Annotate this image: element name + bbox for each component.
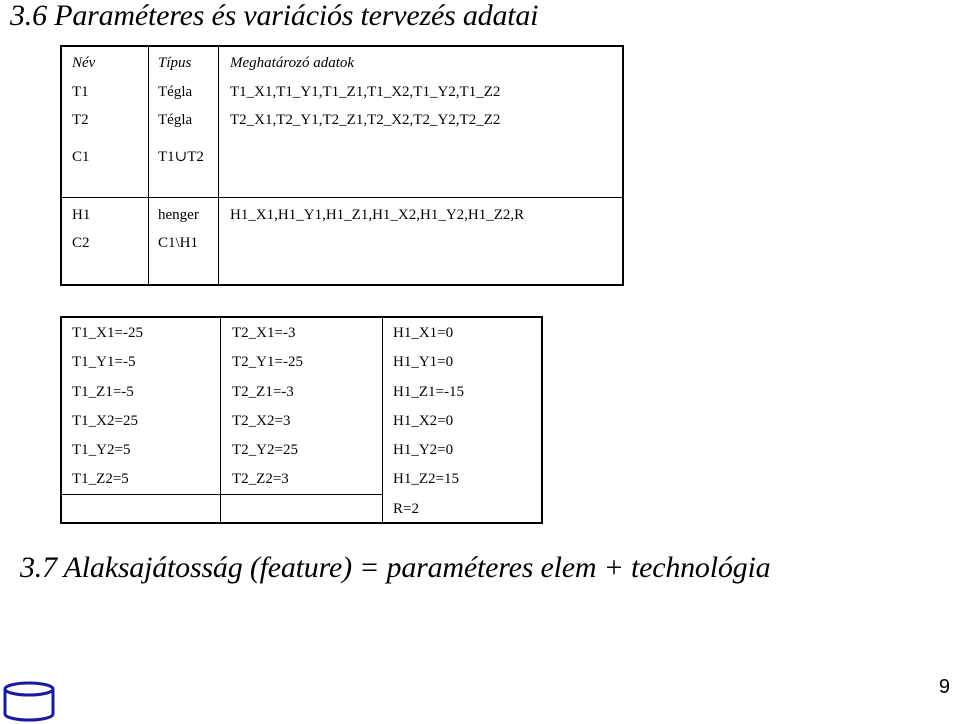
h1-value: H1_Y1=0 <box>393 354 454 370</box>
table-row <box>62 106 622 134</box>
column-divider <box>382 318 383 522</box>
table-row <box>62 143 622 171</box>
t2-value: T2_Z1=-3 <box>232 384 294 400</box>
t2-value: T2_Z2=3 <box>232 471 289 487</box>
table-row <box>62 229 622 257</box>
row-data: H1_X1,H1_Y1,H1_Z1,H1_X2,H1_Y2,H1_Z2,R <box>230 207 525 223</box>
row-type: C1\H1 <box>158 235 199 251</box>
parameter-values-table <box>60 316 543 524</box>
table-header-row <box>62 49 622 77</box>
t2-value: T2_X2=3 <box>232 413 291 429</box>
t1-value: T1_Y2=5 <box>72 442 131 458</box>
h1-value: H1_Y2=0 <box>393 442 454 458</box>
row-type: henger <box>158 207 199 223</box>
header-nev: Név <box>72 55 96 71</box>
row-data: T2_X1,T2_Y1,T2_Z1,T2_X2,T2_Y2,T2_Z2 <box>230 112 501 128</box>
row-name: C1 <box>72 149 90 165</box>
parameter-table <box>60 45 624 286</box>
table-row <box>62 78 622 106</box>
h1-value: R=2 <box>393 501 419 517</box>
row-divider <box>62 197 622 198</box>
t1-value: T1_Z2=5 <box>72 471 129 487</box>
h1-value: H1_X1=0 <box>393 325 454 341</box>
header-tipus: Típus <box>158 55 192 71</box>
h1-value: H1_X2=0 <box>393 413 454 429</box>
section-title: 3.6 Paraméteres és variációs tervezés adatai <box>10 0 539 32</box>
row-type: Tégla <box>158 84 193 100</box>
t1-value: T1_Y1=-5 <box>72 354 136 370</box>
row-name: C2 <box>72 235 90 251</box>
row-name: H1 <box>72 207 91 223</box>
row-data: T1_X1,T1_Y1,T1_Z1,T1_X2,T1_Y2,T1_Z2 <box>230 84 501 100</box>
h1-value: H1_Z2=15 <box>393 471 459 487</box>
t2-value: T2_X1=-3 <box>232 325 296 341</box>
row-name: T1 <box>72 84 89 100</box>
t1-value: T1_X2=25 <box>72 413 138 429</box>
t1-value: T1_Z1=-5 <box>72 384 134 400</box>
t2-value: T2_Y1=-25 <box>232 354 303 370</box>
row-name: T2 <box>72 112 89 128</box>
table-row <box>62 201 622 229</box>
header-meghatarozo-adatok: Meghatározó adatok <box>230 55 355 71</box>
row-type: Tégla <box>158 112 193 128</box>
page-number: 9 <box>938 676 950 698</box>
section-title-feature: 3.7 Alaksajátosság (feature) = paraméteres elem + technológia <box>20 551 771 584</box>
row-divider <box>62 494 382 495</box>
h1-value: H1_Z1=-15 <box>393 384 464 400</box>
row-type: T1∪T2 <box>158 149 204 165</box>
t1-value: T1_X1=-25 <box>72 325 143 341</box>
t2-value: T2_Y2=25 <box>232 442 298 458</box>
column-divider <box>220 318 221 522</box>
database-icon <box>2 680 56 722</box>
